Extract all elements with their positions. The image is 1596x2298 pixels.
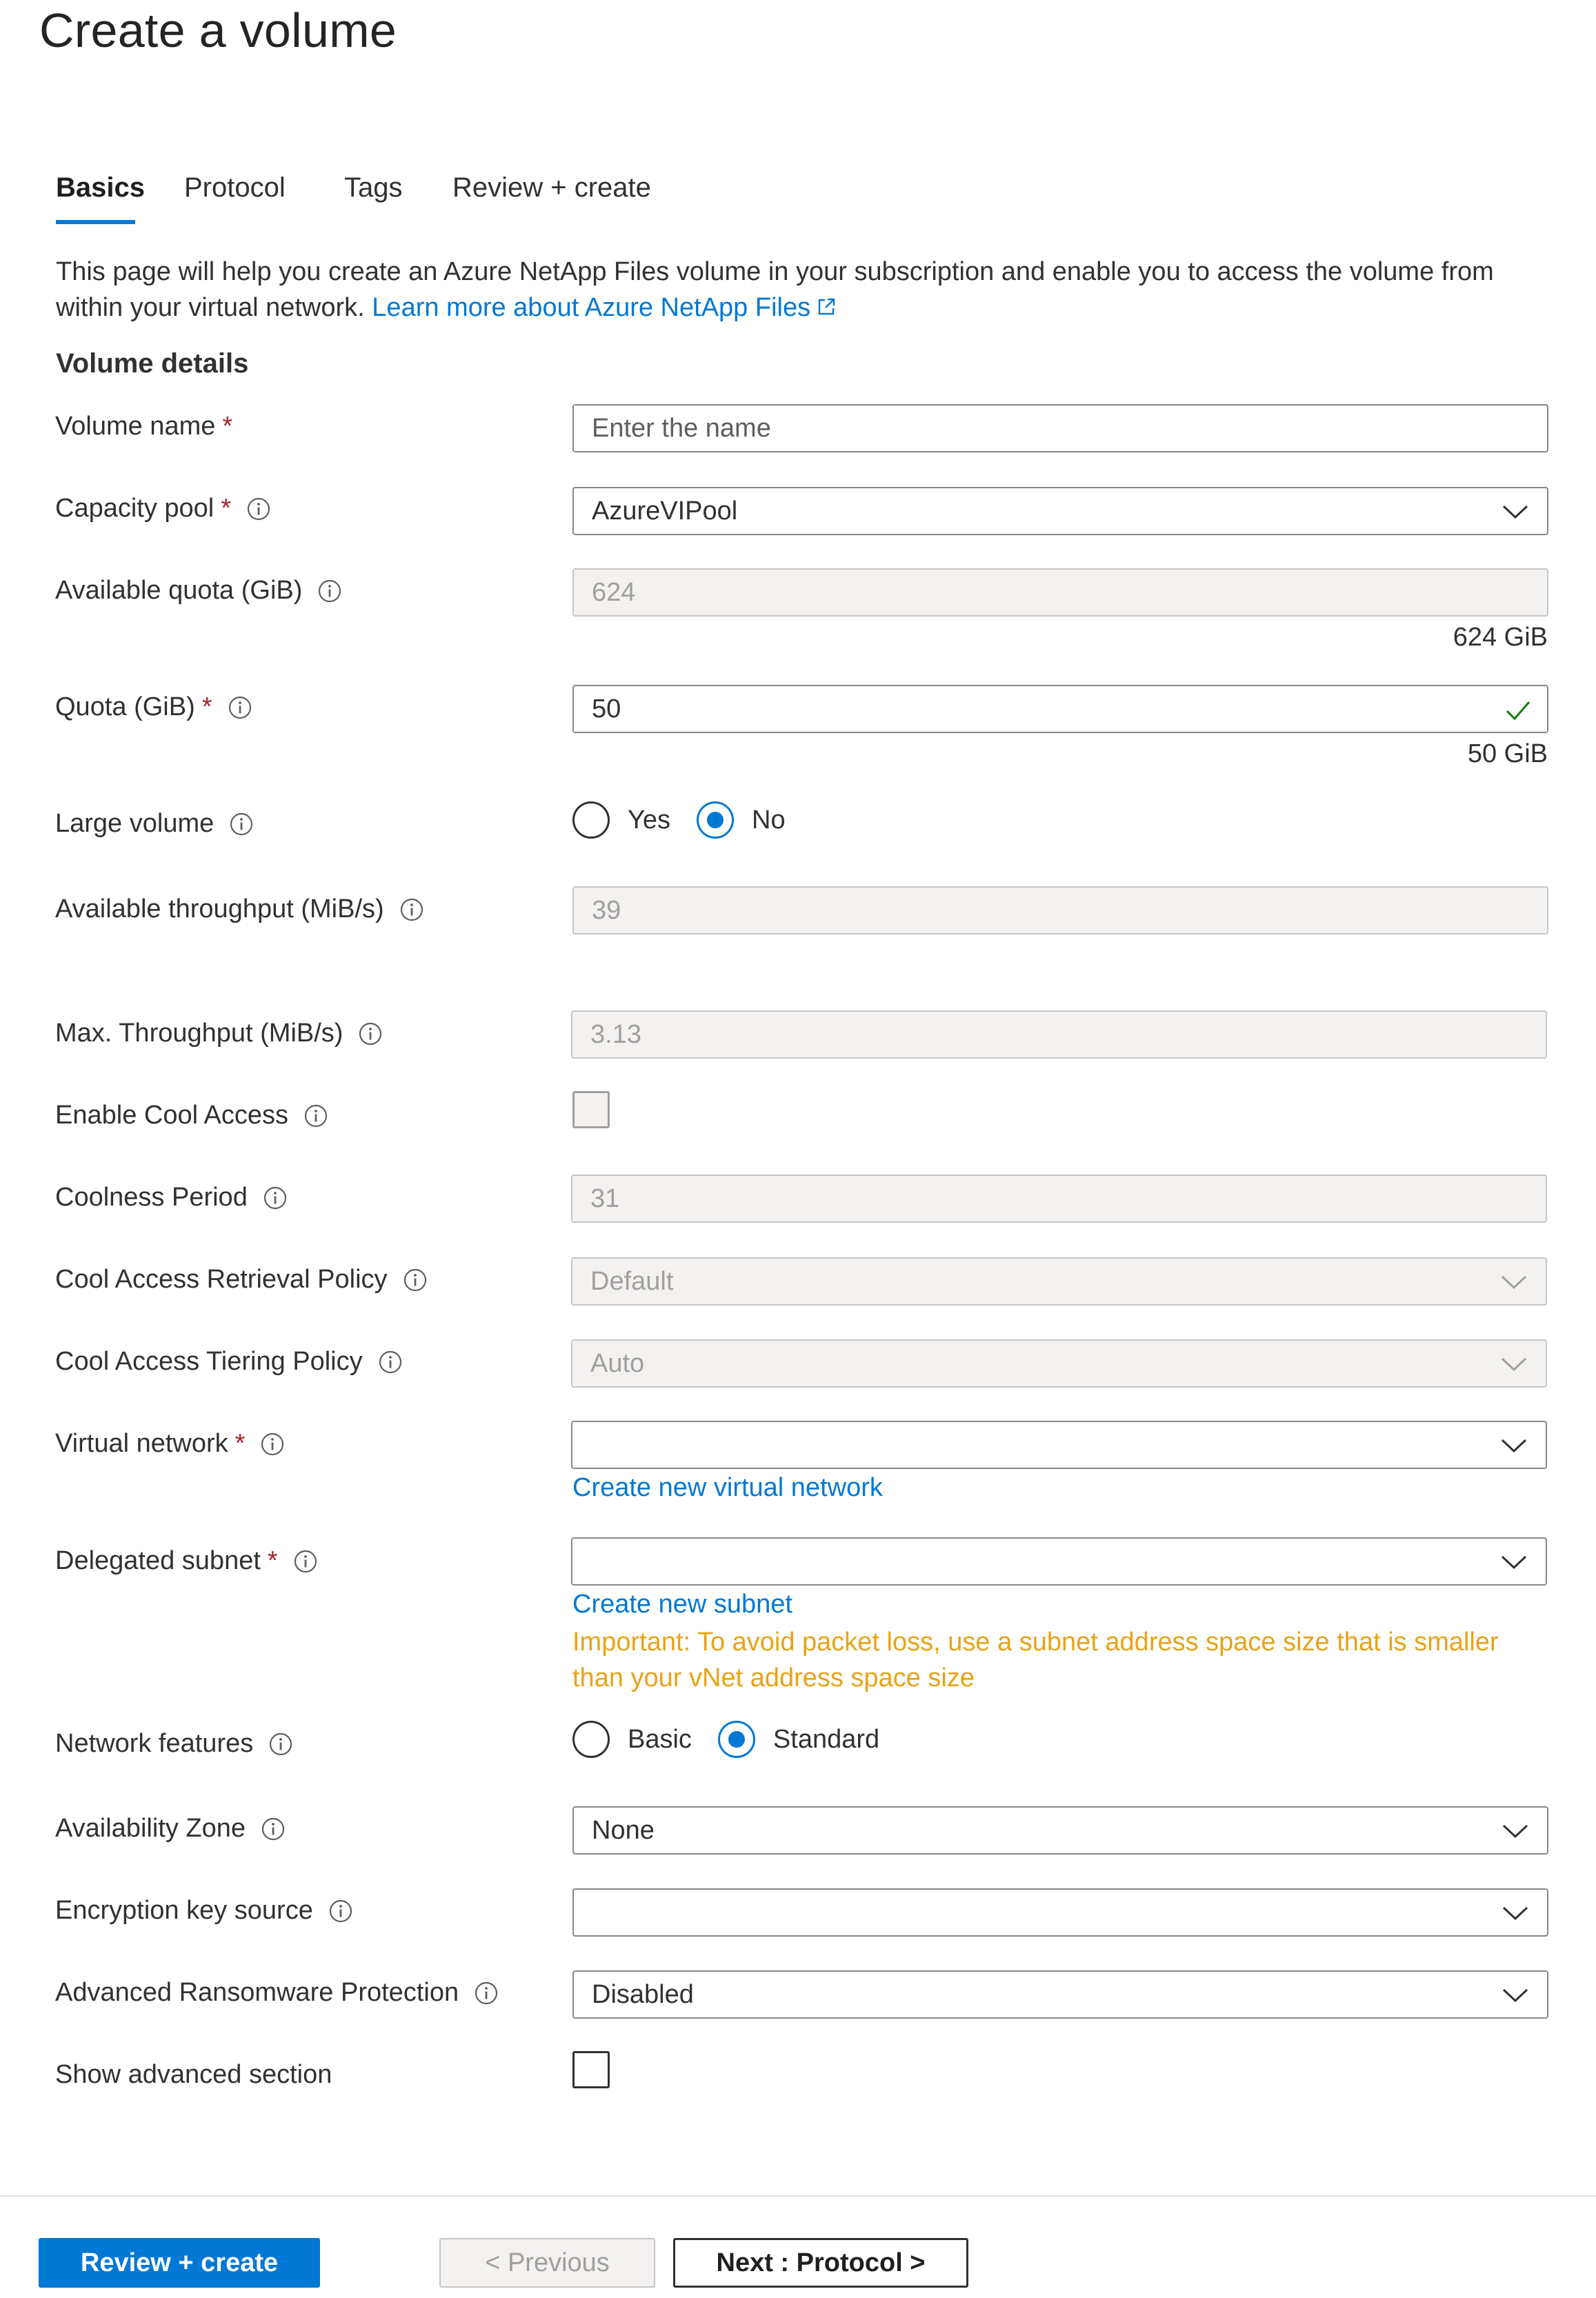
coolness-period-label: Coolness Period — [55, 1183, 288, 1212]
info-icon[interactable] — [399, 897, 424, 922]
checkmark-icon — [1504, 699, 1532, 722]
previous-button[interactable]: < Previous — [439, 2238, 655, 2288]
chevron-down-icon — [1502, 1986, 1529, 2005]
virtual-network-dropdown[interactable] — [571, 1421, 1547, 1469]
info-icon[interactable] — [328, 1899, 353, 1924]
info-icon[interactable] — [403, 1268, 428, 1292]
delegated-subnet-dropdown[interactable] — [571, 1537, 1547, 1586]
network-features-radio-group — [572, 1721, 906, 1758]
available-throughput-input: 39 — [572, 886, 1548, 935]
available-quota-label: Available quota (GiB) — [55, 576, 342, 606]
required-marker: * — [221, 494, 232, 523]
network-features-basic-radio[interactable] — [572, 1721, 610, 1758]
max-throughput-label: Max. Throughput (MiB/s) — [55, 1019, 383, 1048]
info-icon[interactable] — [378, 1350, 403, 1375]
radio-label: No — [752, 805, 786, 835]
intro-text — [56, 254, 1546, 326]
footer-divider — [0, 2195, 1596, 2197]
chevron-down-icon — [1502, 502, 1529, 521]
info-icon[interactable] — [317, 579, 342, 603]
radio-label: Standard — [772, 1724, 880, 1754]
next-protocol-button[interactable]: Next : Protocol > — [673, 2238, 968, 2288]
available-quota-input: 624 — [572, 568, 1548, 617]
encryption-key-source-label: Encryption key source — [55, 1896, 353, 1926]
info-icon[interactable] — [303, 1103, 328, 1128]
coolness-period-input: 31 — [571, 1175, 1547, 1223]
info-icon[interactable] — [358, 1021, 383, 1046]
chevron-down-icon — [1500, 1272, 1528, 1292]
review-create-button[interactable]: Review + create — [39, 2238, 320, 2288]
large-volume-no-radio[interactable] — [697, 801, 734, 839]
chevron-down-icon — [1500, 1436, 1528, 1455]
delegated-subnet-label: Delegated subnet * — [55, 1546, 318, 1576]
tab-tags[interactable]: Tags — [344, 172, 403, 203]
ransomware-protection-label: Advanced Ransomware Protection — [55, 1978, 499, 2008]
large-volume-label: Large volume — [55, 809, 254, 839]
show-advanced-label: Show advanced section — [55, 2060, 332, 2089]
required-marker: * — [267, 1546, 278, 1575]
learn-more-link[interactable]: Learn more about Azure NetApp Files — [372, 293, 837, 322]
chevron-down-icon — [1500, 1355, 1528, 1374]
virtual-network-label: Virtual network * — [55, 1429, 285, 1459]
external-link-icon — [816, 297, 837, 317]
active-tab-indicator — [56, 220, 135, 224]
info-icon[interactable] — [474, 1981, 499, 2006]
subnet-warning: Important: To avoid packet loss, use a subnet address space size that is smaller than your vNet address space size — [572, 1628, 1499, 1692]
capacity-pool-label: Capacity pool * — [55, 494, 271, 523]
network-features-standard-radio[interactable] — [718, 1721, 755, 1758]
tab-protocol[interactable]: Protocol — [184, 172, 286, 203]
chevron-down-icon — [1502, 1904, 1529, 1923]
quota-input[interactable]: 50 — [572, 685, 1548, 733]
quota-hint: 50 GiB — [1467, 739, 1548, 768]
info-icon[interactable] — [268, 1732, 293, 1757]
info-icon[interactable] — [293, 1549, 318, 1574]
ransomware-protection-dropdown[interactable]: Disabled — [572, 1970, 1548, 2019]
required-marker: * — [222, 412, 233, 441]
chevron-down-icon — [1500, 1552, 1528, 1572]
volume-name-label: Volume name * — [55, 412, 233, 441]
large-volume-yes-radio[interactable] — [572, 801, 610, 839]
enable-cool-access-label: Enable Cool Access — [55, 1101, 328, 1130]
show-advanced-checkbox[interactable] — [572, 2051, 610, 2088]
volume-name-input[interactable]: Enter the name — [572, 404, 1548, 452]
chevron-down-icon — [1502, 1821, 1529, 1841]
info-icon[interactable] — [263, 1186, 288, 1210]
cool-tiering-policy-label: Cool Access Tiering Policy — [55, 1347, 403, 1377]
intro-description: This page will help you create an Azure NetApp Files volume in your subscription and enable you to access the volume from within your virtual network. — [56, 257, 1494, 322]
network-features-label: Network features — [55, 1729, 293, 1759]
section-title: Volume details — [56, 348, 249, 379]
cool-retrieval-policy-dropdown: Default — [571, 1257, 1547, 1306]
encryption-key-source-dropdown[interactable] — [572, 1888, 1548, 1937]
create-subnet-link[interactable]: Create new subnet — [572, 1590, 792, 1619]
availability-zone-dropdown[interactable]: None — [572, 1806, 1548, 1855]
info-icon[interactable] — [260, 1432, 285, 1457]
info-icon[interactable] — [229, 812, 254, 837]
large-volume-radio-group — [572, 801, 812, 839]
info-icon[interactable] — [246, 497, 271, 521]
radio-label: Basic — [628, 1724, 692, 1754]
quota-label: Quota (GiB) * — [55, 692, 252, 722]
required-marker: * — [235, 1429, 246, 1458]
radio-label: Yes — [628, 805, 670, 835]
create-virtual-network-link[interactable]: Create new virtual network — [572, 1473, 883, 1502]
tab-basics[interactable]: Basics — [56, 172, 145, 203]
required-marker: * — [201, 692, 212, 721]
cool-tiering-policy-dropdown: Auto — [571, 1339, 1547, 1388]
page-title: Create a volume — [39, 3, 397, 57]
tab-review-create[interactable]: Review + create — [452, 172, 651, 203]
max-throughput-input: 3.13 — [571, 1010, 1547, 1059]
availability-zone-label: Availability Zone — [55, 1814, 286, 1844]
cool-retrieval-policy-label: Cool Access Retrieval Policy — [55, 1265, 428, 1295]
info-icon[interactable] — [261, 1817, 286, 1841]
enable-cool-access-checkbox[interactable] — [572, 1091, 610, 1128]
capacity-pool-dropdown[interactable]: AzureVIPool — [572, 487, 1548, 535]
info-icon[interactable] — [228, 695, 252, 720]
available-throughput-label: Available throughput (MiB/s) — [55, 895, 424, 924]
available-quota-hint: 624 GiB — [1453, 623, 1548, 652]
